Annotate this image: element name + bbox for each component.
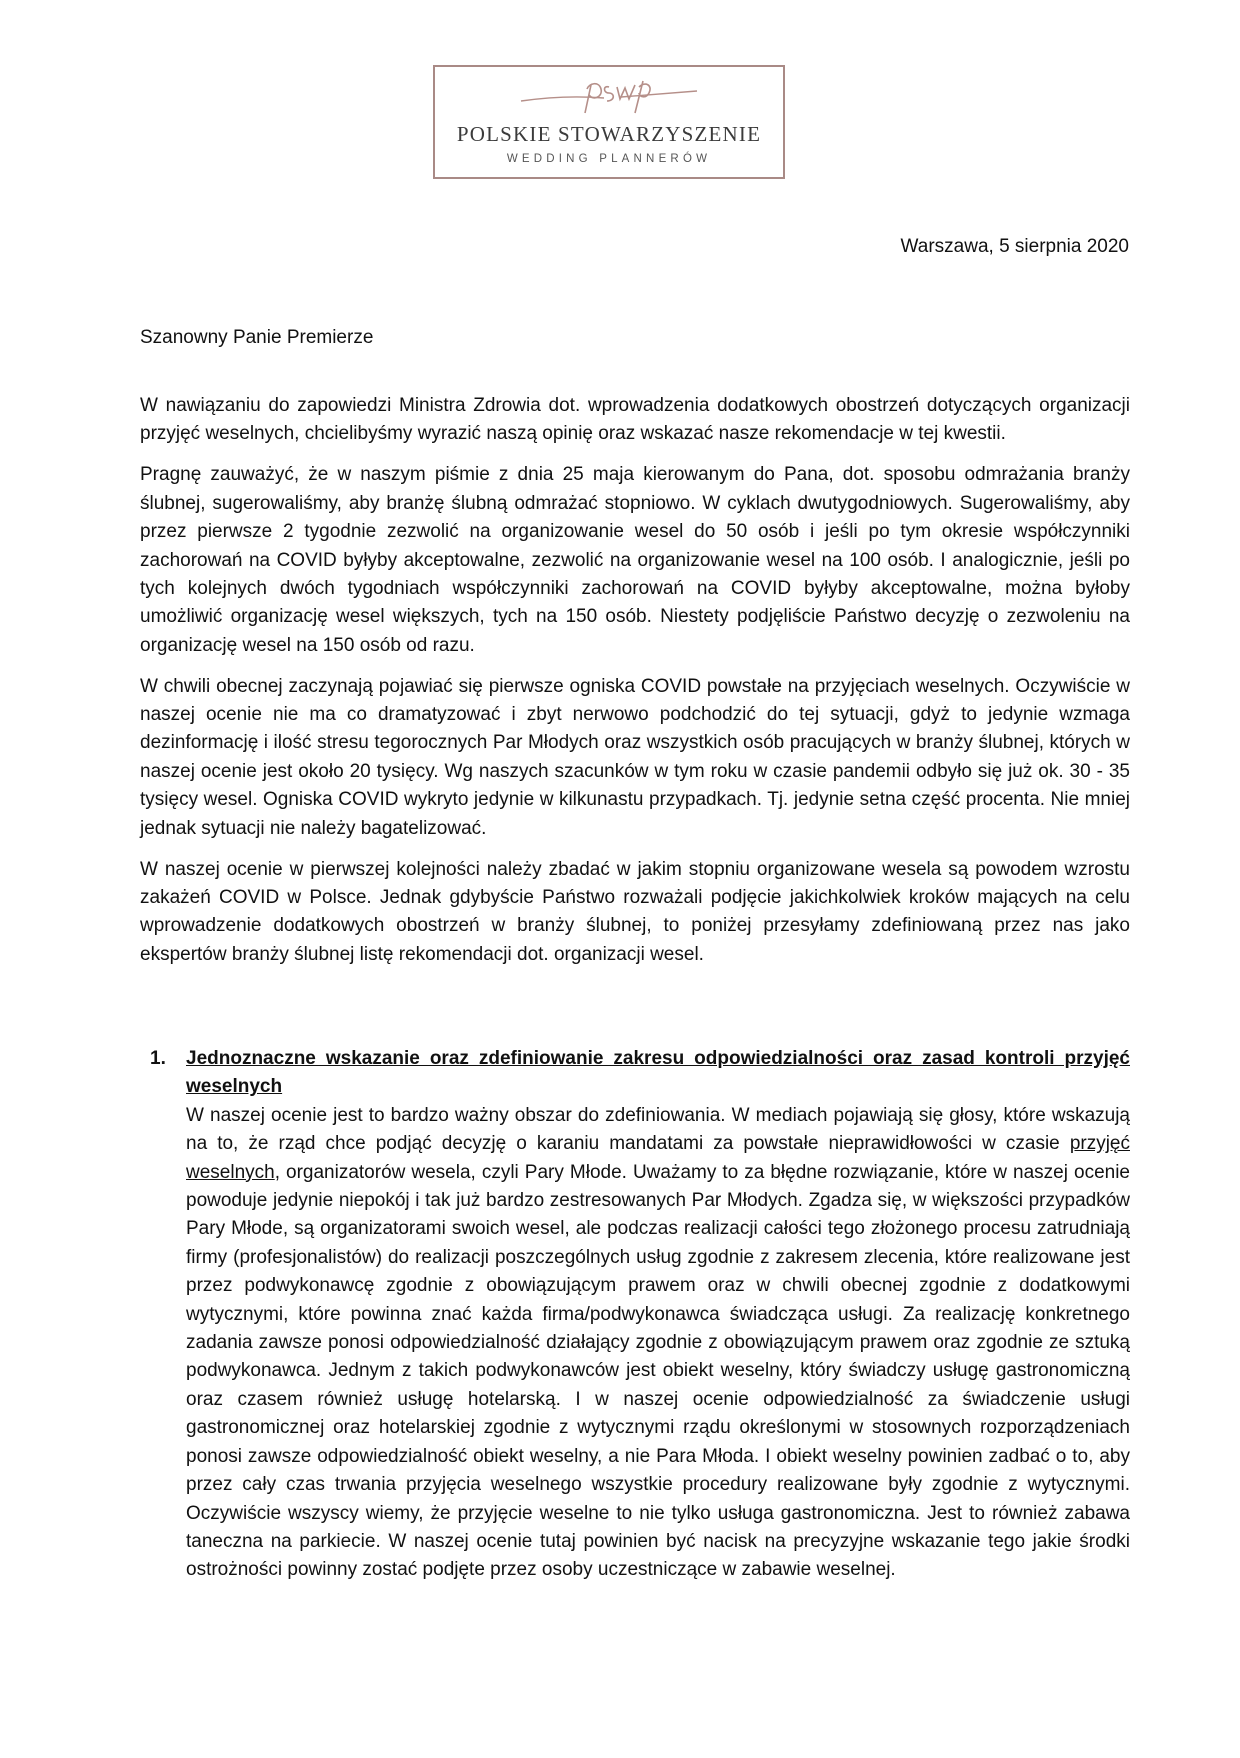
logo-line-planners: WEDDING PLANNERÓW: [506, 153, 712, 165]
paragraph-recommendations: W naszej ocenie w pierwszej kolejności należy zbadać w jakim stopniu organizowane wesela są powodem wzrostu zakażeń COVID w Polsce. Jednak gdybyście Państwo rozważali podjęcie jakichkolwiek kroków mających na celu wprowadzenie dodatkowych obostrzeń w branży ślubnej, to poniżej przesyłamy zdefiniowaną przez nas jako ekspertów branży ślubnej listę rekomendacji dot. organizacji wesel.: [140, 858, 1130, 965]
paragraph-previous-letter: Pragnę zauważyć, że w naszym piśmie z dnia 25 maja kierowanym do Pana, dot. sposobu odmrażania branży ślubnej, sugerowaliśmy, aby branżę ślubną odmrażać stopniowo. W cyklach dwutygodniowych. Sugerowaliśmy, aby przez pierwsze 2 tygodnie zezwolić na organizowanie wesel do 50 osób i jeśli po tym okresie współczynniki zachorowań na COVID byłyby akceptowalne, zezwolić na organizowanie wesel na 100 osób. I analogicznie, jeśli po tych kolejnych dwóch tygodniach współczynniki zachorowań na COVID byłyby akceptowalne, można byłoby umożliwić organizację wesel większych, tych na 150 osób. Niestety podjęliście Państwo decyzję o zezwoleniu na organizację wesel na 150 osób od razu.: [140, 464, 1130, 656]
association-logo: [433, 65, 785, 179]
section-body-part-2: , organizatorów wesela, czyli Pary Młode. Uważamy to za błędne rozwiązanie, które w naszej ocenie powoduje jedynie niepokój i tak już bardzo zestresowanych Par Młodych. Zgadza się, w większości przypadków Pary Młode, są organizatorami swoich wesel, ale podczas realizacji całości tego złożonego procesu zatrudniają firmy (profesjonalistów) do realizacji poszczególnych usług zgodnie z zakresem zlecenia, które realizowane jest przez podwykonawcę zgodnie z obowiązującym prawem oraz w chwili obecnej zgodnie z dodatkowymi wytycznymi, które powinna znać każda firma/podwykonawca świadcząca usługi. Za realizację konkretnego zadania zawsze ponosi odpowiedzialność działający zgodnie z obowiązującym prawem oraz zgodnie ze sztuką podwykonawca. Jednym z takich podwykonawców jest obiekt weselny, który świadczy usługę gastronomiczną oraz czasem również usługę hotelarską. I w naszej ocenie odpowiedzialność za świadczenie usługi gastronomicznej oraz hotelarskiej zgodnie z wytycznymi rządu określonymi w stosownych rozporządzeniach ponosi zawsze odpowiedzialność obiekt weselny, a nie Para Młoda. I obiekt weselny powinien zadbać o to, aby przez cały czas trwania przyjęcia weselnego wszystkie procedury realizowane były zgodnie z wytycznymi. Oczywiście wszyscy wiemy, że przyjęcie weselne to nie tylko usługa gastronomiczna. Jest to również zabawa taneczna na parkiecie. W naszej ocenie tutaj powinien być nacisk na precyzyjne wskazanie tego jakie środki ostrożności powinny zostać podjęte przez osoby uczestniczące w zabawie weselnej.: [186, 1161, 1130, 1581]
section-content: [186, 1045, 1130, 1585]
letter-date: Warszawa, 5 sierpnia 2020: [900, 236, 1129, 257]
section-body: [186, 1102, 1130, 1585]
recommendation-section-1: [140, 1045, 1130, 1585]
paragraph-current-situation: W chwili obecnej zaczynają pojawiać się pierwsze ogniska COVID powstałe na przyjęciach weselnych. Oczywiście w naszej ocenie nie ma co dramatyzować i zbyt nerwowo podchodzić do tej sytuacji, gdyż to jedynie wzmaga dezinformację i ilość stresu tegorocznych Par Młodych oraz wszystkich osób pracujących w branży ślubnej, których w naszej ocenie jest około 20 tysięcy. Wg naszych szacunków w tym roku w czasie pandemii odbyło się już ok. 30 - 35 tysięcy wesel. Ogniska COVID wykryto jedynie w kilkunastu przypadkach. Tj. jedynie setna część procenta. Nie mniej jednak sytuacji nie należy bagatelizować.: [140, 675, 1130, 839]
logo-monogram: [435, 71, 783, 115]
paragraph-intro: W nawiązaniu do zapowiedzi Ministra Zdrowia dot. wprowadzenia dodatkowych obostrzeń dotyczących organizacji przyjęć weselnych, chcielibyśmy wyrazić naszą opinię oraz wskazać nasze rekomendacje w tej kwestii.: [140, 395, 1130, 445]
logo-line-association: POLSKIE STOWARZYSZENIE: [456, 122, 762, 146]
monogram-script-icon: [509, 71, 709, 117]
letter-salutation: Szanowny Panie Premierze: [140, 327, 374, 348]
section-body-part-1: W naszej ocenie jest to bardzo ważny obszar do zdefiniowania. W mediach pojawiają się głosy, które wskazują na to, że rząd chce podjąć decyzję o karaniu mandatami za powstałe nieprawidłowości w czasie: [186, 1104, 1130, 1155]
section-number: 1.: [150, 1048, 166, 1069]
section-title: Jednoznaczne wskazanie oraz zdefiniowanie zakresu odpowiedzialności oraz zasad kontroli przyjęć weselnych: [186, 1048, 1130, 1098]
section-body-underlined: przyjęć weselnych: [186, 1133, 1130, 1183]
letter-body: [140, 392, 1130, 982]
